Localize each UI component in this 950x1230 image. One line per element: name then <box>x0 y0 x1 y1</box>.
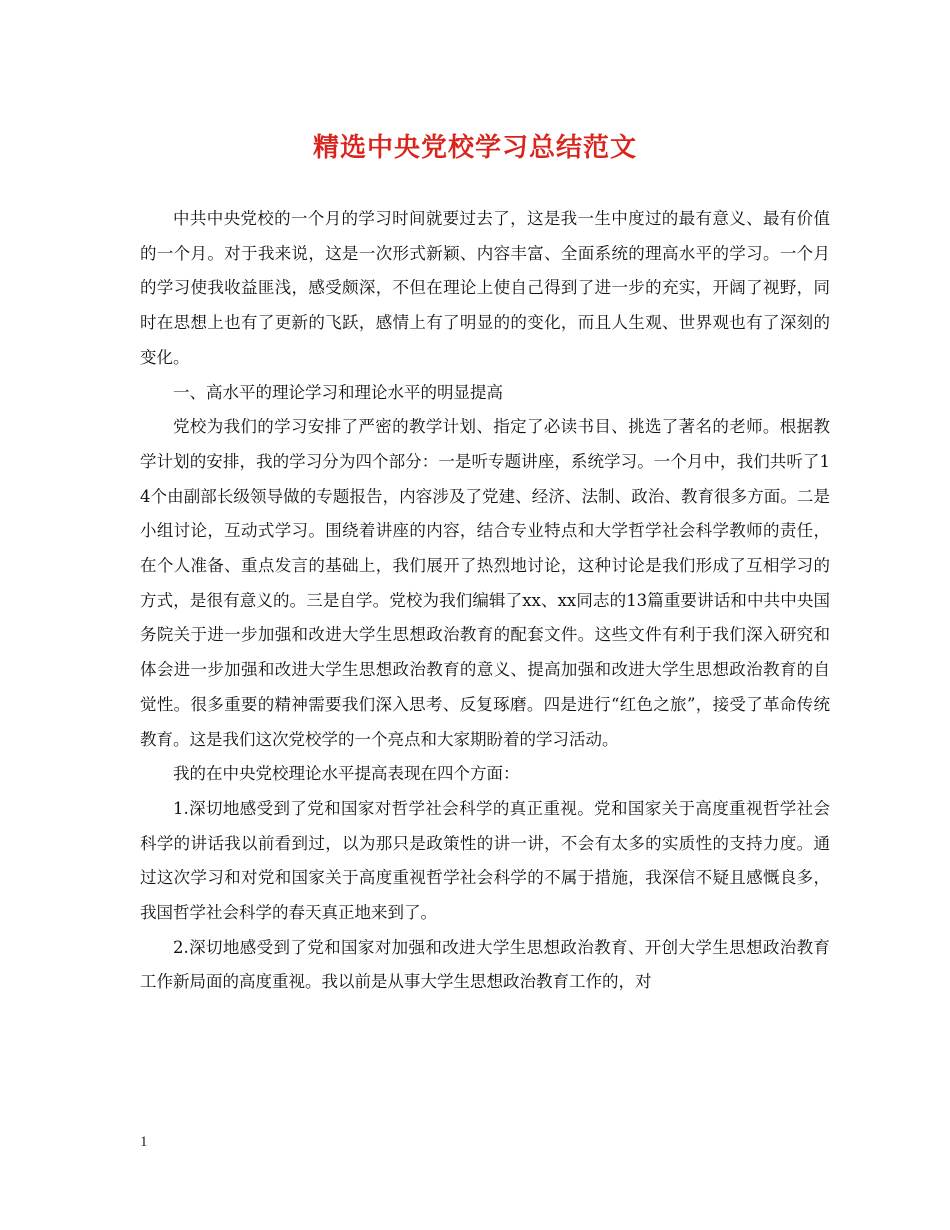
document-body <box>140 202 830 1000</box>
paragraph-point-2: 2.深切地感受到了党和国家对加强和改进大学生思想政治教育、开创大学生思想政治教育工作新局面的高度重视。我以前是从事大学生思想政治教育工作的，对 <box>140 937 830 992</box>
paragraph-four-aspects: 我的在中央党校理论水平提高表现在四个方面： <box>173 764 520 784</box>
paragraph-point-1: 1.深切地感受到了党和国家对哲学社会科学的真正重视。党和国家关于高度重视哲学社会科学的讲话我以前看到过，以为那只是政策性的讲一讲，不会有太多的实质性的支持力度。通过这次学习和对党和国家关于高度重视哲学社会科学的不属于措施，我深信不疑且感慨良多，我国哲学社会科学的春天真正地来到了。 <box>140 798 830 923</box>
page-number: 1 <box>140 1134 148 1150</box>
paragraph-intro: 中共中央党校的一个月的学习时间就要过去了，这是我一生中度过的最有意义、最有价值的一个月。对于我来说，这是一次形式新颖、内容丰富、全面系统的理高水平的学习。一个月的学习使我收益匪浅，感受颇深，不但在理论上使自己得到了进一步的充实，开阔了视野，同时在思想上也有了更新的飞跃，感情上有了明显的的变化，而且人生观、世界观也有了深刻的变化。 <box>140 209 830 367</box>
paragraph-study-plan: 党校为我们的学习安排了严密的教学计划、指定了必读书目、挑选了著名的老师。根据教学计划的安排，我的学习分为四个部分：一是听专题讲座，系统学习。一个月中，我们共听了14个由副部长级领导做的专题报告，内容涉及了党建、经济、法制、政治、教育很多方面。二是小组讨论，互动式学习。围绕着讲座的内容，结合专业特点和大学哲学社会科学教师的责任，在个人准备、重点发言的基础上，我们展开了热烈地讨论，这种讨论是我们形成了互相学习的方式，是很有意义的。三是自学。党校为我们编辑了xx、xx同志的13篇重要讲话和中共中央国务院关于进一步加强和改进大学生思想政治教育的配套文件。这些文件有利于我们深入研究和体会进一步加强和改进大学生思想政治教育的意义、提高加强和改进大学生思想政治教育的自觉性。很多重要的精神需要我们深入思考、反复琢磨。四是进行“红色之旅”，接受了革命传统教育。这是我们这次党校学的一个亮点和大家期盼着的学习活动。 <box>140 417 830 749</box>
section-heading-1: 一、高水平的理论学习和理论水平的明显提高 <box>173 382 503 402</box>
page-title: 精选中央党校学习总结范文 <box>312 133 637 163</box>
